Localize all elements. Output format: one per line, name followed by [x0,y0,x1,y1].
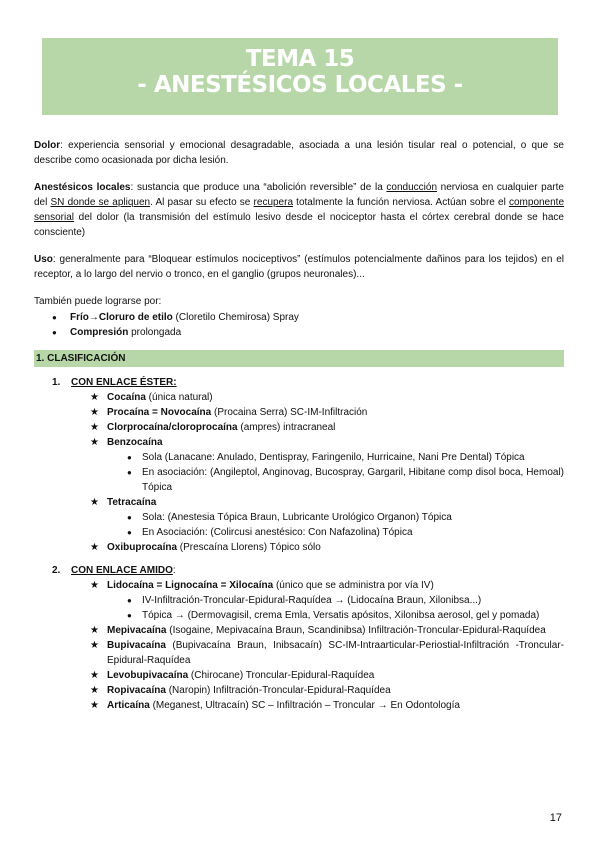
sub-text: Sola (Lanacane: Anulado, Dentispray, Faringenilo, Hurricaine, Nani Pre Dental) Tópica [142,452,525,463]
drug-detail: (único que se administra por vía IV) [273,580,434,591]
drug-name: Bupivacaína [107,640,166,651]
sub-text: En asociación: (Angileptol, Anginovag, Bucospray, Gargaril, Hibitane comp disol boca, Hemoal) Tópica [142,467,564,493]
drug-name: Lidocaína = Lignocaína = Xilocaína [107,580,274,591]
star-icon: ★ [90,625,99,636]
bullet-list [34,310,564,340]
text-uso: : generalmente para “Bloquear estímulos nociceptivos” (estímulos potencialmente dañinos para los tejidos) en el receptor, a lo largo del nervio o tronco, en el ganglio (grupos neuronales)... [34,254,564,280]
text-dolor: : experiencia sensorial y emocional desagradable, asociada a una lesión tisular real o potencial, o que se describe como ocasionada por dicha lesión. [34,140,564,166]
underline-recupera: recupera [253,197,294,208]
underline-componente: componente sensorial [34,197,565,223]
bullet-text: (Cloretilo Chemirosa) Spray [172,312,299,323]
sub-text: Tópica → (Dermovagisil, crema Emla, Versatis apósitos, Xilonibsa aerosol, gel y pomada) [142,610,540,621]
term-anestesicos: Anestésicos locales [34,182,131,193]
star-icon: ★ [90,700,99,711]
drug-item [34,668,564,683]
term-uso: Uso [34,254,53,265]
drug-detail: (Chirocane) Troncular-Epidural-Raquídea [188,670,375,681]
tambien-text: También puede lograrse por: [34,296,162,307]
text-anest-3: . Al pasar su efecto se [150,197,254,208]
drug-detail: (Procaina Serra) SC-IM-Infiltración [211,407,368,418]
star-icon: ★ [90,640,99,651]
drug-name: Benzocaína [107,437,163,448]
drug-name: Clorprocaína/cloroprocaína [107,422,238,433]
drug-item [34,435,564,450]
category-label: CON ENLACE ÉSTER: [71,377,177,388]
star-icon: ★ [90,407,99,418]
title-line-1: TEMA 15 [245,46,355,72]
drug-item [34,420,564,435]
star-icon: ★ [90,685,99,696]
drug-name: Oxibuprocaína [107,542,178,553]
star-icon: ★ [90,497,99,508]
sub-item [34,525,564,540]
bullet-icon: ● [127,453,132,462]
star-icon: ★ [90,670,99,681]
paragraph-anestesicos [34,180,564,240]
text-anest-1: : sustancia que produce una “abolición reversible” de la [130,182,387,193]
bullet-bold: Frío→Cloruro de etilo [70,312,173,323]
drug-item [34,495,564,510]
category-number: 1. [52,377,61,388]
category-number: 2. [52,565,61,576]
bullet-icon: ● [127,611,132,620]
drug-detail: (ampres) intracraneal [237,422,336,433]
text-anest-4: totalmente la función nerviosa. Actúan sobre el [293,197,509,208]
list-item [34,310,564,325]
drug-detail: (Prescaína Llorens) Tópico sólo [177,542,321,553]
drug-item [34,578,564,593]
paragraph-dolor [34,138,564,168]
title-banner [42,38,558,115]
category-amido [34,563,564,578]
star-icon: ★ [90,437,99,448]
sub-text: En Asociación: (Colircusi anestésico: Con Nafazolina) Tópica [142,527,413,538]
section-heading: 1. CLASIFICACIÓN [34,350,564,367]
text-anest-5: del dolor (la transmisión del estímulo lesivo desde el nociceptor hasta el córtex cerebral donde se hace consciente) [34,212,564,238]
drug-detail: (única natural) [145,392,213,403]
drug-item [34,683,564,698]
sub-item [34,510,564,525]
sub-text: Sola: (Anestesia Tópica Braun, Lubricante Urológico Organon) Tópica [142,512,452,523]
sub-item [34,465,564,495]
category-ester [34,375,564,390]
drug-name: Levobupivacaína [107,670,189,681]
drug-name: Ropivacaína [107,685,166,696]
category-suffix: : [172,565,176,576]
page-number: 17 [549,812,562,824]
drug-detail: (Bupivacaína Braun, Inibsacaín) SC-IM-Intraarticular-Periostial-Infiltración -Troncular-Epidural-Raquídea [107,640,564,666]
sub-item [34,608,564,623]
underline-conduccion: conducción [386,182,438,193]
sub-text: IV-Infiltración-Troncular-Epidural-Raquídea → (Lidocaína Braun, Xilonibsa...) [142,595,482,606]
bullet-icon: ● [127,513,132,522]
drug-name: Mepivacaína [107,625,167,636]
drug-item [34,540,564,555]
bullet-icon: ● [127,528,132,537]
bullet-icon: ● [127,596,132,605]
sub-item [34,593,564,608]
drug-detail: (Meganest, Ultracaín) SC – Infiltración – Troncular → En Odontología [149,700,460,711]
title-line-2: - ANESTÉSICOS LOCALES - [137,72,463,98]
drug-name: Articaína [107,700,150,711]
drug-name: Procaína = Novocaína [107,407,212,418]
bullet-icon: ● [127,468,132,477]
drug-item [34,638,564,668]
star-icon: ★ [90,580,99,591]
drug-detail: (Isogaine, Mepivacaína Braun, Scandinibsa) Infiltración-Troncular-Epidural-Raquídea [166,625,546,636]
list-item [34,325,564,340]
paragraph-uso [34,252,564,282]
sub-item [34,450,564,465]
text-anest-2: nerviosa en cualquier parte del [34,182,564,208]
drug-name: Tetracaína [107,497,157,508]
underline-sn: SN donde se apliquen [50,197,151,208]
drug-item [34,623,564,638]
drug-item [34,698,564,713]
drug-item [34,390,564,405]
term-dolor: Dolor [34,140,61,151]
bullet-text: prolongada [128,327,182,338]
document-body [34,138,564,713]
drug-detail: (Naropin) Infiltración-Troncular-Epidural-Raquídea [165,685,391,696]
drug-name: Cocaína [107,392,146,403]
star-icon: ★ [90,422,99,433]
star-icon: ★ [90,542,99,553]
bullet-bold: Compresión [70,327,129,338]
drug-item [34,405,564,420]
star-icon: ★ [90,392,99,403]
category-label: CON ENLACE AMIDO [71,565,173,576]
